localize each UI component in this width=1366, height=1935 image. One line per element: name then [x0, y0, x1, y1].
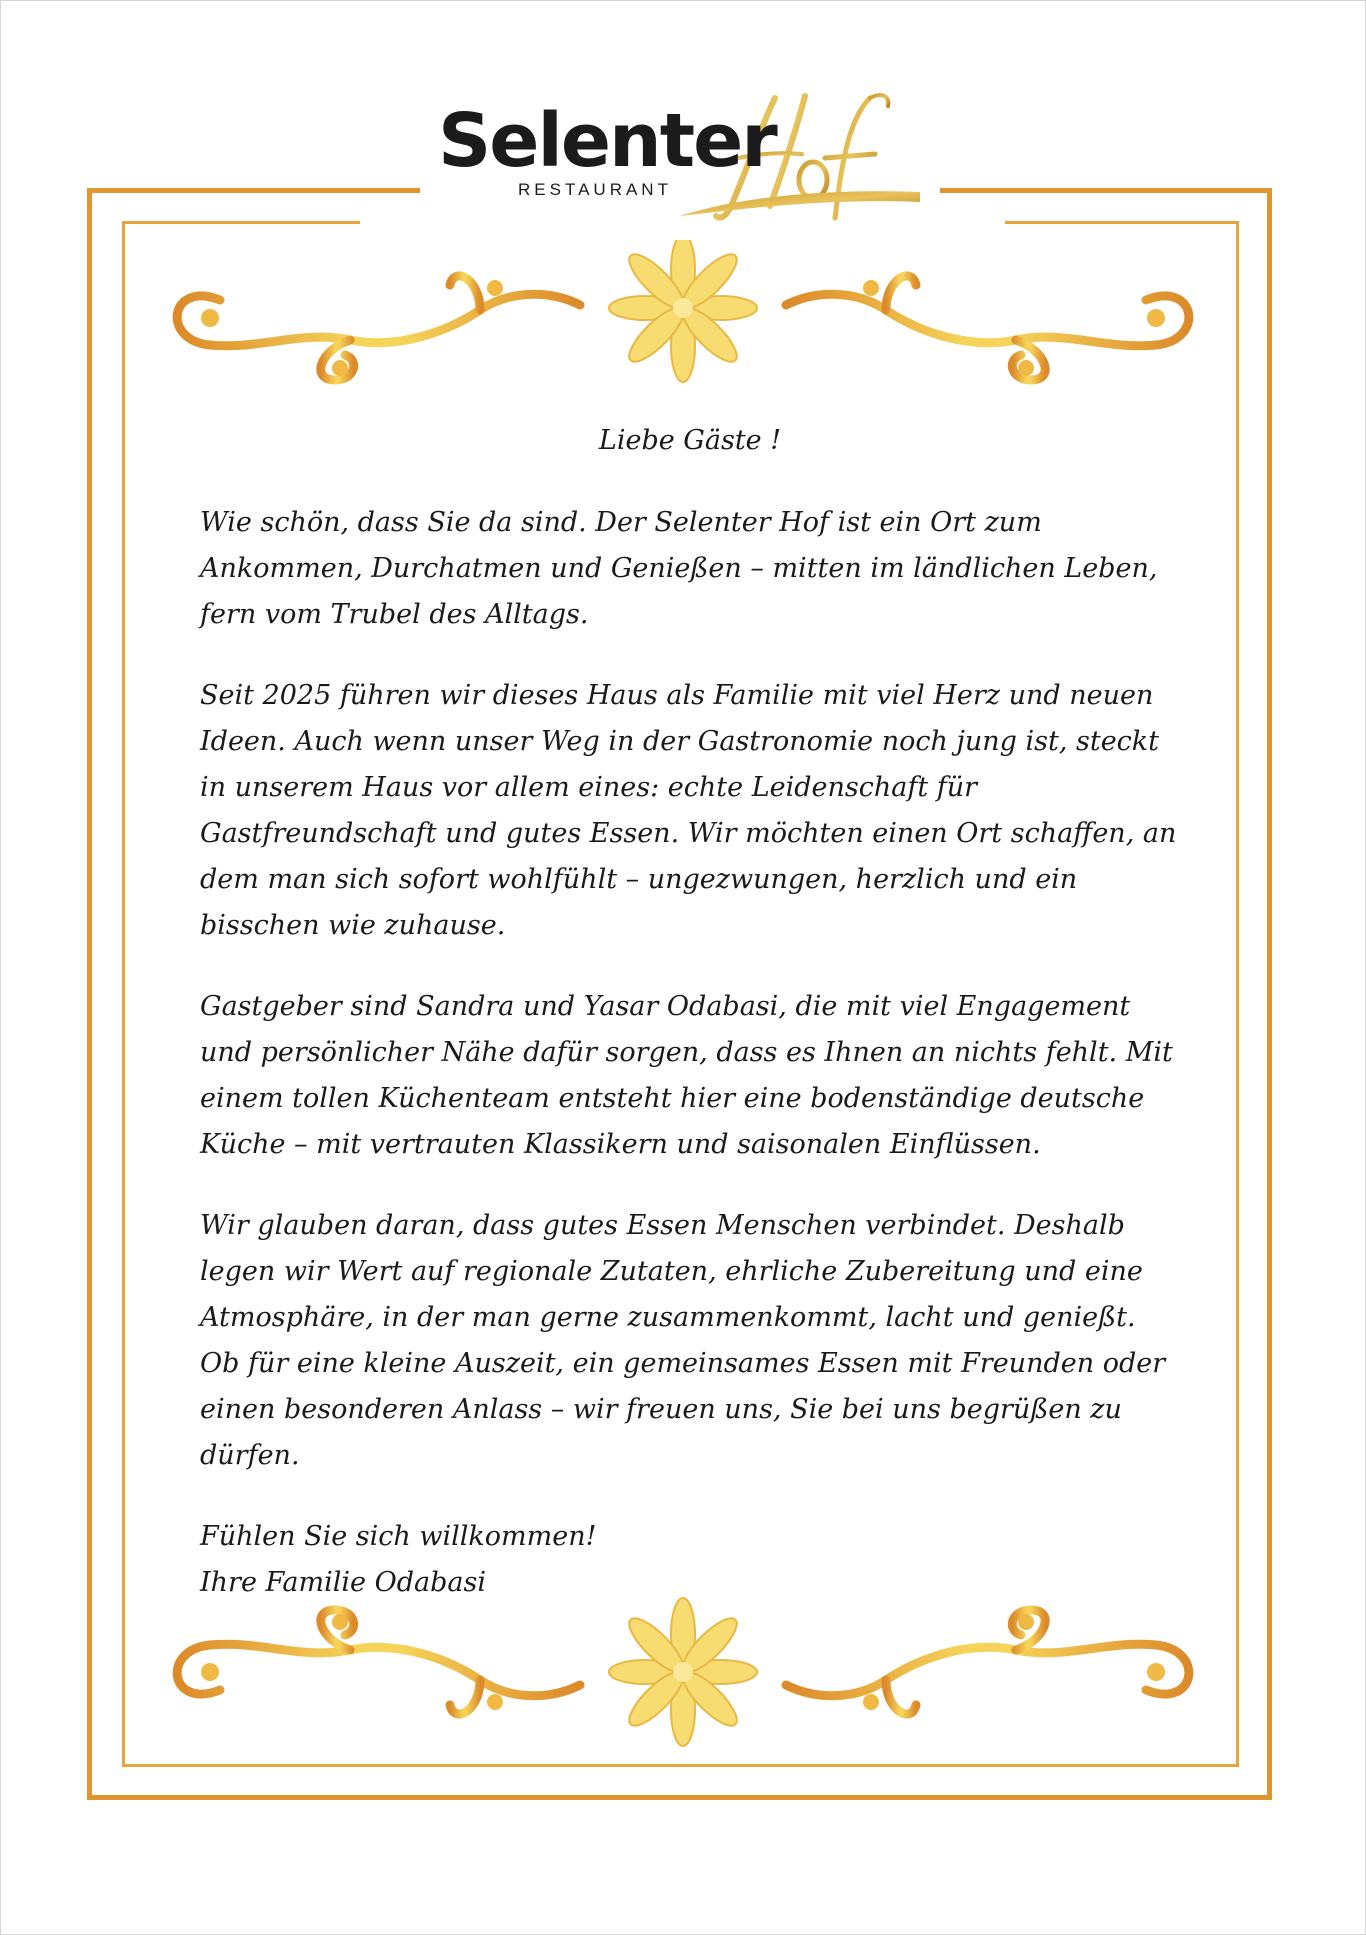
letter-closing: Fühlen Sie sich willkommen!	[200, 1521, 597, 1552]
logo-wordmark: Selenter	[438, 98, 776, 184]
logo-subtitle: RESTAURANT	[518, 180, 672, 199]
welcome-letter	[200, 418, 1180, 1606]
letter-greeting: Liebe Gäste !	[598, 425, 782, 456]
flower-ornament-icon	[609, 240, 757, 382]
letter-signature: Ihre Familie Odabasi	[200, 1567, 486, 1598]
letter-paragraph-3: Gastgeber sind Sandra und Yasar Odabasi, die mit viel Engagement und persönlicher Nähe dafür sorgen, dass es Ihnen an nichts fehlt. Mit einem tollen Küchenteam entsteht hier eine bodenständige deutsche Küche – mit vertrauten Klassikern und saisonalen Einflüssen.	[200, 991, 1173, 1160]
top-ornament	[150, 240, 1216, 400]
restaurant-logo	[430, 88, 930, 228]
letter-paragraph-2: Seit 2025 führen wir dieses Haus als Familie mit viel Herz und neuen Ideen. Auch wenn unser Weg in der Gastronomie noch jung ist, steckt in unserem Haus vor allem eines: echte Leidenschaft für Gastfreundschaft und gutes Essen. Wir möchten einen Ort schaffen, an dem man sich sofort wohlfühlt – ungezwungen, herzlich und ein bisschen wie zuhause.	[200, 680, 1177, 941]
bottom-ornament	[150, 1590, 1216, 1750]
letter-paragraph-4: Wir glauben daran, dass gutes Essen Menschen verbindet. Deshalb legen wir Wert auf regionale Zutaten, ehrliche Zubereitung und eine Atmosphäre, in der man gerne zusammenkommt, lacht und genießt. Ob für eine kleine Auszeit, ein gemeinsames Essen mit Freunden oder einen besonderen Anlass – wir freuen uns, Sie bei uns begrüßen zu dürfen.	[200, 1210, 1166, 1471]
flower-ornament-icon	[609, 1598, 757, 1746]
letter-paragraph-1: Wie schön, dass Sie da sind. Der Selenter Hof ist ein Ort zum Ankommen, Durchatmen und Genießen – mitten im ländlichen Leben, fern vom Trubel des Alltags.	[200, 507, 1158, 630]
